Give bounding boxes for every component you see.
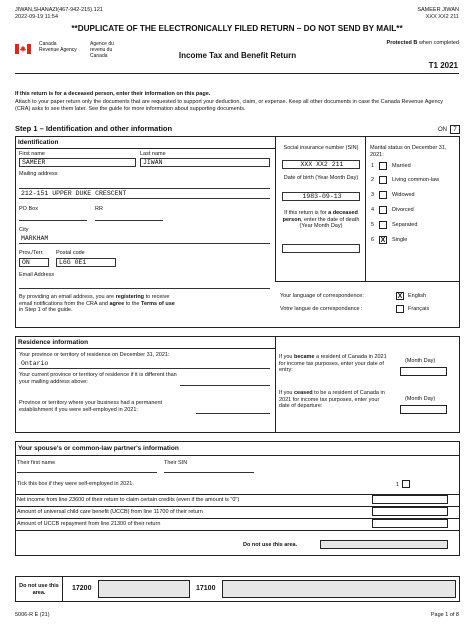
form-title: Income Tax and Benefit Return — [178, 51, 297, 60]
prov-label: Prov./Terr. — [19, 250, 44, 256]
taxpayer-sin: XXX XX2 211 — [425, 14, 459, 20]
office-field-2 — [222, 580, 456, 598]
spouse-self-employed-label: Tick this box if they were self-employed in 2021. — [17, 481, 134, 487]
marital-status-title: Marital status on December 31, 2021: — [370, 145, 447, 158]
form-id: 5006-R E (21) — [15, 612, 50, 618]
province-code-value[interactable]: 7 — [450, 125, 460, 134]
departure-date-format: (Month Day) — [405, 396, 436, 402]
marital-checkbox[interactable] — [379, 221, 387, 229]
departure-date-label: If you ceased to be a resident of Canada in 2021 for income tax purposes, enter your date of departure: — [279, 390, 385, 409]
first-name-field[interactable]: SAMEER — [19, 158, 136, 167]
province-code-label: ON — [438, 127, 447, 133]
marital-checkbox[interactable] — [379, 176, 387, 184]
spouse-sin-label: Their SIN — [164, 460, 188, 466]
english-label: English — [408, 293, 427, 299]
entry-date-label: If you became a resident of Canada in 2021 for income tax purposes, enter your date of entry: — [279, 354, 387, 373]
taxpayer-name: SAMEER JIWAN — [417, 7, 459, 13]
spouse-do-not-use-label: Do not use this area. — [243, 542, 298, 548]
sin-field[interactable]: XXX XX2 211 — [282, 160, 360, 169]
postal-code-field[interactable]: L6G 0E1 — [56, 258, 116, 267]
page-number: Page 1 of 8 — [430, 612, 459, 618]
french-checkbox[interactable] — [396, 305, 404, 313]
step1-title: Step 1 – Identification and other information — [15, 124, 173, 133]
spouse-do-not-use-area — [320, 540, 448, 549]
french-label: Français — [408, 306, 430, 312]
spouse-sin-field[interactable] — [164, 472, 254, 473]
marital-checkbox[interactable]: X — [380, 237, 386, 244]
spouse-uccb-repayment-label: Amount of UCCB repayment from line 21300 of their return — [17, 521, 161, 527]
form-code: T1 2021 — [428, 61, 458, 70]
language-label-en: Your language of correspondence: — [280, 293, 364, 299]
spouse-net-income-label: Net income from line 23600 of their return to claim certain credits (even if the amount is "0") — [17, 497, 240, 503]
deceased-note: If this return is for a deceased person, enter their information on this page. — [15, 91, 211, 97]
entry-date-format: (Month Day) — [405, 358, 436, 364]
protected-b-label: Protected B when completed — [386, 40, 459, 46]
entry-date-field[interactable] — [400, 367, 447, 376]
current-province-label: Your current province or territory of residence if it is different than your mailing address above: — [19, 372, 177, 385]
spouse-self-employed-checkbox[interactable] — [402, 480, 410, 488]
po-box-field[interactable] — [19, 220, 87, 221]
marital-checkbox[interactable] — [379, 206, 387, 214]
rr-label: RR — [95, 206, 103, 212]
agency-name-fr: Agence du revenu du Canada — [90, 41, 114, 59]
spouse-uccb-repayment-field[interactable] — [372, 519, 448, 528]
date-of-death-label: If this return is for a deceased person, enter the date of death (Year Month Day) — [282, 210, 360, 229]
english-checkbox[interactable]: X — [397, 293, 403, 300]
first-name-label: First name — [19, 151, 45, 157]
duplicate-banner: **DUPLICATE OF THE ELECTRONICALLY FILED RETURN – DO NOT SEND BY MAIL** — [71, 24, 403, 33]
departure-date-field[interactable] — [400, 405, 447, 414]
spouse-title: Your spouse's or common-law partner's information — [18, 445, 179, 452]
dob-field[interactable]: 1983-09-13 — [282, 192, 360, 201]
spouse-net-income-field[interactable] — [372, 495, 448, 504]
print-timestamp: 2022-09-19 11:54 — [15, 14, 59, 20]
business-province-label: Province or territory where your business had a permanent establishment if you were self-employed in 2021: — [19, 400, 163, 413]
postal-code-label: Postal code — [56, 250, 85, 256]
business-province-field[interactable] — [196, 413, 270, 414]
office-code-2: 17100 — [196, 585, 216, 592]
spouse-first-name-label: Their first name — [17, 460, 56, 466]
mailing-address-label: Mailing address — [19, 171, 58, 177]
residence-title: Residence information — [18, 339, 89, 346]
email-field[interactable] — [19, 288, 270, 289]
spouse-uccb-field[interactable] — [372, 507, 448, 516]
marital-checkbox[interactable] — [379, 162, 387, 170]
city-label: City — [19, 227, 29, 233]
rr-field[interactable] — [95, 220, 163, 221]
agency-name-en: Canada Revenue Agency — [39, 41, 77, 53]
po-box-label: PO Box — [19, 206, 38, 212]
mailing-address-field[interactable]: 212-151 UPPER DUKE CRESCENT — [19, 190, 270, 199]
email-label: Email Address — [19, 272, 55, 278]
batch-id: JIWAN,SHANAZI(467-942-215).121 — [15, 7, 103, 13]
province-field[interactable]: ON — [19, 258, 49, 267]
last-name-label: Last name — [140, 151, 166, 157]
spouse-uccb-label: Amount of universal child care benefit (UCCB) from line 11700 of their return — [17, 509, 203, 515]
dob-label: Date of birth (Year Month Day) — [283, 175, 359, 181]
attach-note: Attach to your paper return only the documents that are requested to support your deduction, claim, or expense. Keep all other documents in case the Canada Revenue Agency (CRA) asks to see them later. See the guide for more information about supporting documents. — [15, 99, 444, 112]
office-code-1: 17200 — [72, 585, 92, 592]
date-of-death-field[interactable] — [282, 244, 360, 253]
spouse-first-name-field[interactable] — [17, 472, 157, 473]
identification-title: Identification — [18, 139, 59, 146]
office-use-label: Do not use this area. — [19, 583, 59, 596]
last-name-field[interactable]: JIWAN — [140, 158, 270, 167]
email-consent-note: By providing an email address, you are registering to receive email notifications from the CRA and agree to the Terms of use in Step 1 of the guide. — [19, 294, 175, 313]
canada-flag-icon — [15, 41, 31, 51]
city-field[interactable]: MARKHAM — [19, 235, 270, 244]
residence-province-field[interactable]: Ontario — [19, 360, 270, 369]
sin-label: Social insurance number (SIN) — [283, 145, 359, 151]
marital-checkbox[interactable] — [379, 191, 387, 199]
residence-province-label: Your province or territory of residence on December 31, 2021: — [19, 352, 170, 358]
language-label-fr: Votre langue de correspondance : — [280, 306, 363, 312]
office-field-1 — [98, 580, 190, 598]
current-province-field[interactable] — [180, 385, 270, 386]
